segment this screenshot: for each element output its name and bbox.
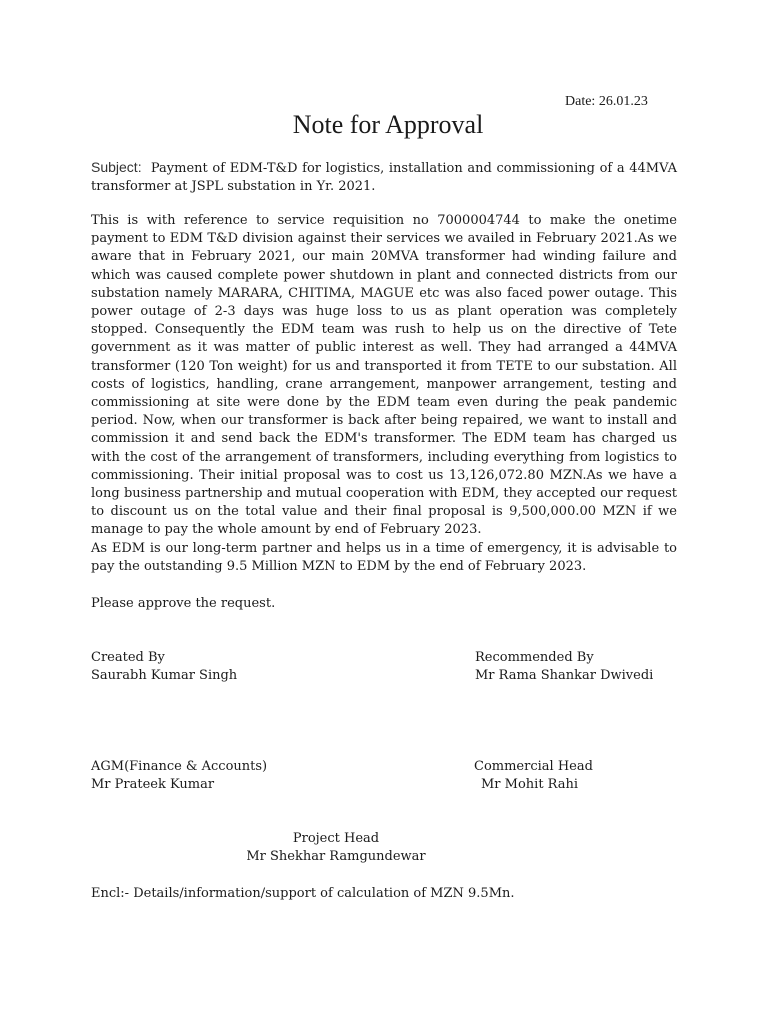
signatory-agm-finance [91,758,267,794]
signatory-name: Mr Prateek Kumar [91,777,215,793]
signatory-created-by [91,649,237,685]
signatory-role: Commercial Head [474,759,593,774]
advice-paragraph: As EDM is our long-term partner and helps us in a time of emergency, it is advisable to pay the outstanding 9.5 Million MZN to EDM by the end of February 2023. [91,541,677,575]
signatory-role: Recommended By [475,650,594,665]
signatory-project-head [0,830,672,866]
enclosure-note: Encl:- Details/information/support of calculation of MZN 9.5Mn. [91,886,515,901]
signatory-role: Project Head [292,831,380,846]
signatory-commercial-head [474,758,593,794]
signatory-name: Mr Shekhar Ramgundewar [246,849,426,865]
subject-label: Subject: [91,159,142,175]
document-date: Date: 26.01.23 [565,94,648,109]
signatory-name: Saurabh Kumar Singh [91,668,238,684]
signatory-recommended-by [475,649,653,685]
request-paragraph: Please approve the request. [91,596,276,611]
subject-paragraph [91,158,677,196]
subject-text: Payment of EDM-T&D for logistics, installation and commissioning of a 44MVA transformer at JSPL substation in Yr. 2021. [91,161,678,195]
body-paragraph: This is with reference to service requisition no 7000004744 to make the onetime payment to EDM T&D division against their services we availed in February 2021.As we aware that in February 2021, our main 20MVA transformer had winding failure and which was caused complete power shutdown in plant and connected districts from our substation namely MARARA, CHITIMA, MAGUE etc was also faced power outage. This power outage of 2-3 days was huge loss to us as plant operation was completely stopped. Consequently the EDM team was rush to help us on the directive of Tete government as it was matter of public interest as well. They had arranged a 44MVA transformer (120 Ton weight) for us and transported it from TETE to our substation. All costs of logistics, handling, crane arrangement, manpower arrangement, testing and commissioning at site were done by the EDM team even during the peak pandemic period. Now, when our transformer is back after being repaired, we want to install and commission it and send back the EDM's transformer. The EDM team has charged us with the cost of the arrangement of transformers, including everything from logistics to commissioning. Their initial proposal was to cost us 13,126,072.80 MZN.As we have a long business partnership and mutual cooperation with EDM, they accepted our request to discount us on the total value and their final proposal is 9,500,000.00 MZN if we manage to pay the whole amount by end of February 2023. [91,213,677,538]
signatory-role: Created By [91,650,165,665]
signatory-name: Mr Rama Shankar Dwivedi [475,668,654,684]
document-title: Note for Approval [292,110,484,139]
signatory-role: AGM(Finance & Accounts) [91,759,268,774]
signatory-name: Mr Mohit Rahi [481,777,579,793]
